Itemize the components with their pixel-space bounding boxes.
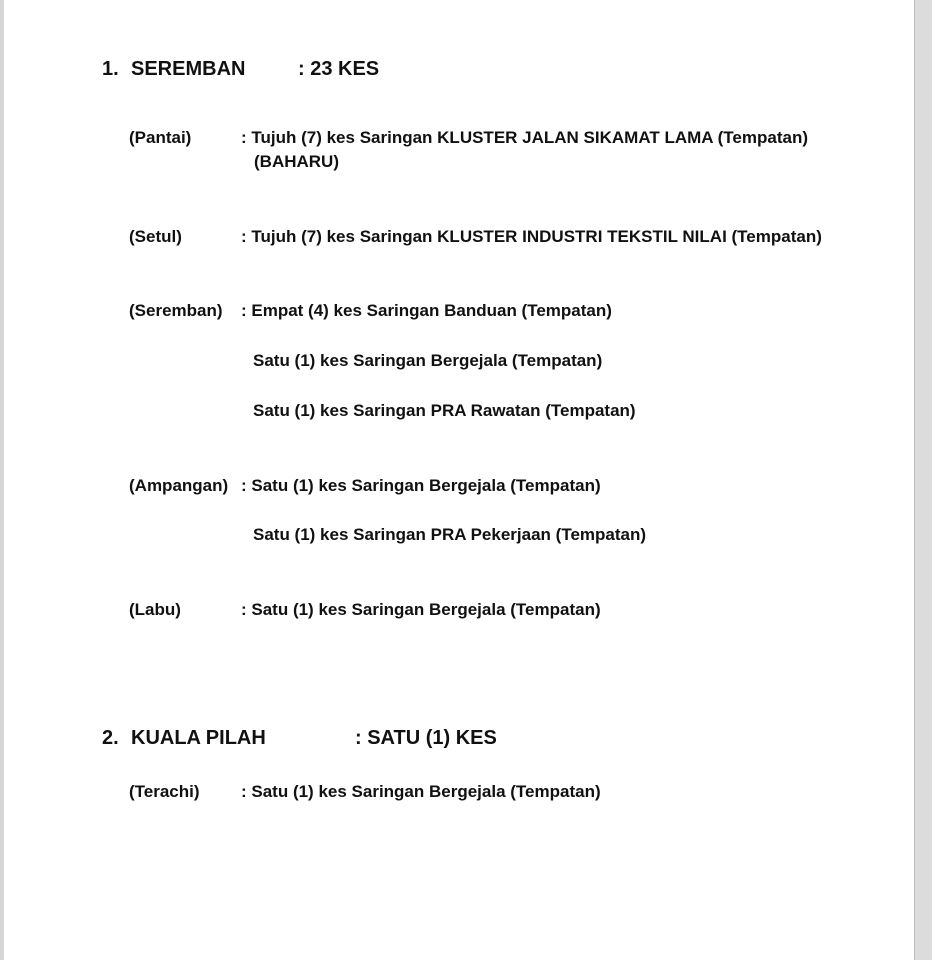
- area-ampangan-line-1: : Satu (1) kes Saringan Bergejala (Tempatan): [241, 476, 601, 495]
- page-right-edge: [915, 0, 932, 960]
- area-ampangan-line-2: Satu (1) kes Saringan PRA Pekerjaan (Tempatan): [253, 525, 647, 544]
- area-labu-name: (Labu): [129, 600, 181, 619]
- area-seremban-line-1: : Empat (4) kes Saringan Banduan (Tempatan): [241, 301, 612, 320]
- area-setul-line-1: : Tujuh (7) kes Saringan KLUSTER INDUSTRI TEKSTIL NILAI (Tempatan): [241, 227, 822, 246]
- area-pantai-line-2: (BAHARU): [254, 152, 339, 171]
- section-2-number: 2.: [102, 727, 119, 749]
- section-1-number: 1.: [102, 58, 119, 80]
- section-1-total: : 23 KES: [298, 58, 380, 80]
- section-1-district: SEREMBAN: [131, 58, 246, 80]
- area-ampangan-name: (Ampangan): [129, 476, 229, 495]
- area-seremban-line-3: Satu (1) kes Saringan PRA Rawatan (Tempatan): [253, 401, 636, 420]
- area-terachi-line-1: : Satu (1) kes Saringan Bergejala (Tempatan): [241, 782, 601, 801]
- area-labu-line-1: : Satu (1) kes Saringan Bergejala (Tempatan): [241, 600, 601, 619]
- area-pantai-name: (Pantai): [129, 128, 192, 147]
- area-terachi-name: (Terachi): [129, 782, 200, 801]
- area-seremban-line-2: Satu (1) kes Saringan Bergejala (Tempatan): [253, 351, 603, 370]
- area-setul-name: (Setul): [129, 227, 182, 246]
- page-left-edge: [0, 0, 4, 960]
- area-seremban-name: (Seremban): [129, 301, 223, 320]
- section-2-total: : SATU (1) KES: [355, 727, 497, 749]
- section-2-district: KUALA PILAH: [131, 727, 266, 749]
- area-pantai-line-1: : Tujuh (7) kes Saringan KLUSTER JALAN SIKAMAT LAMA (Tempatan): [241, 128, 808, 147]
